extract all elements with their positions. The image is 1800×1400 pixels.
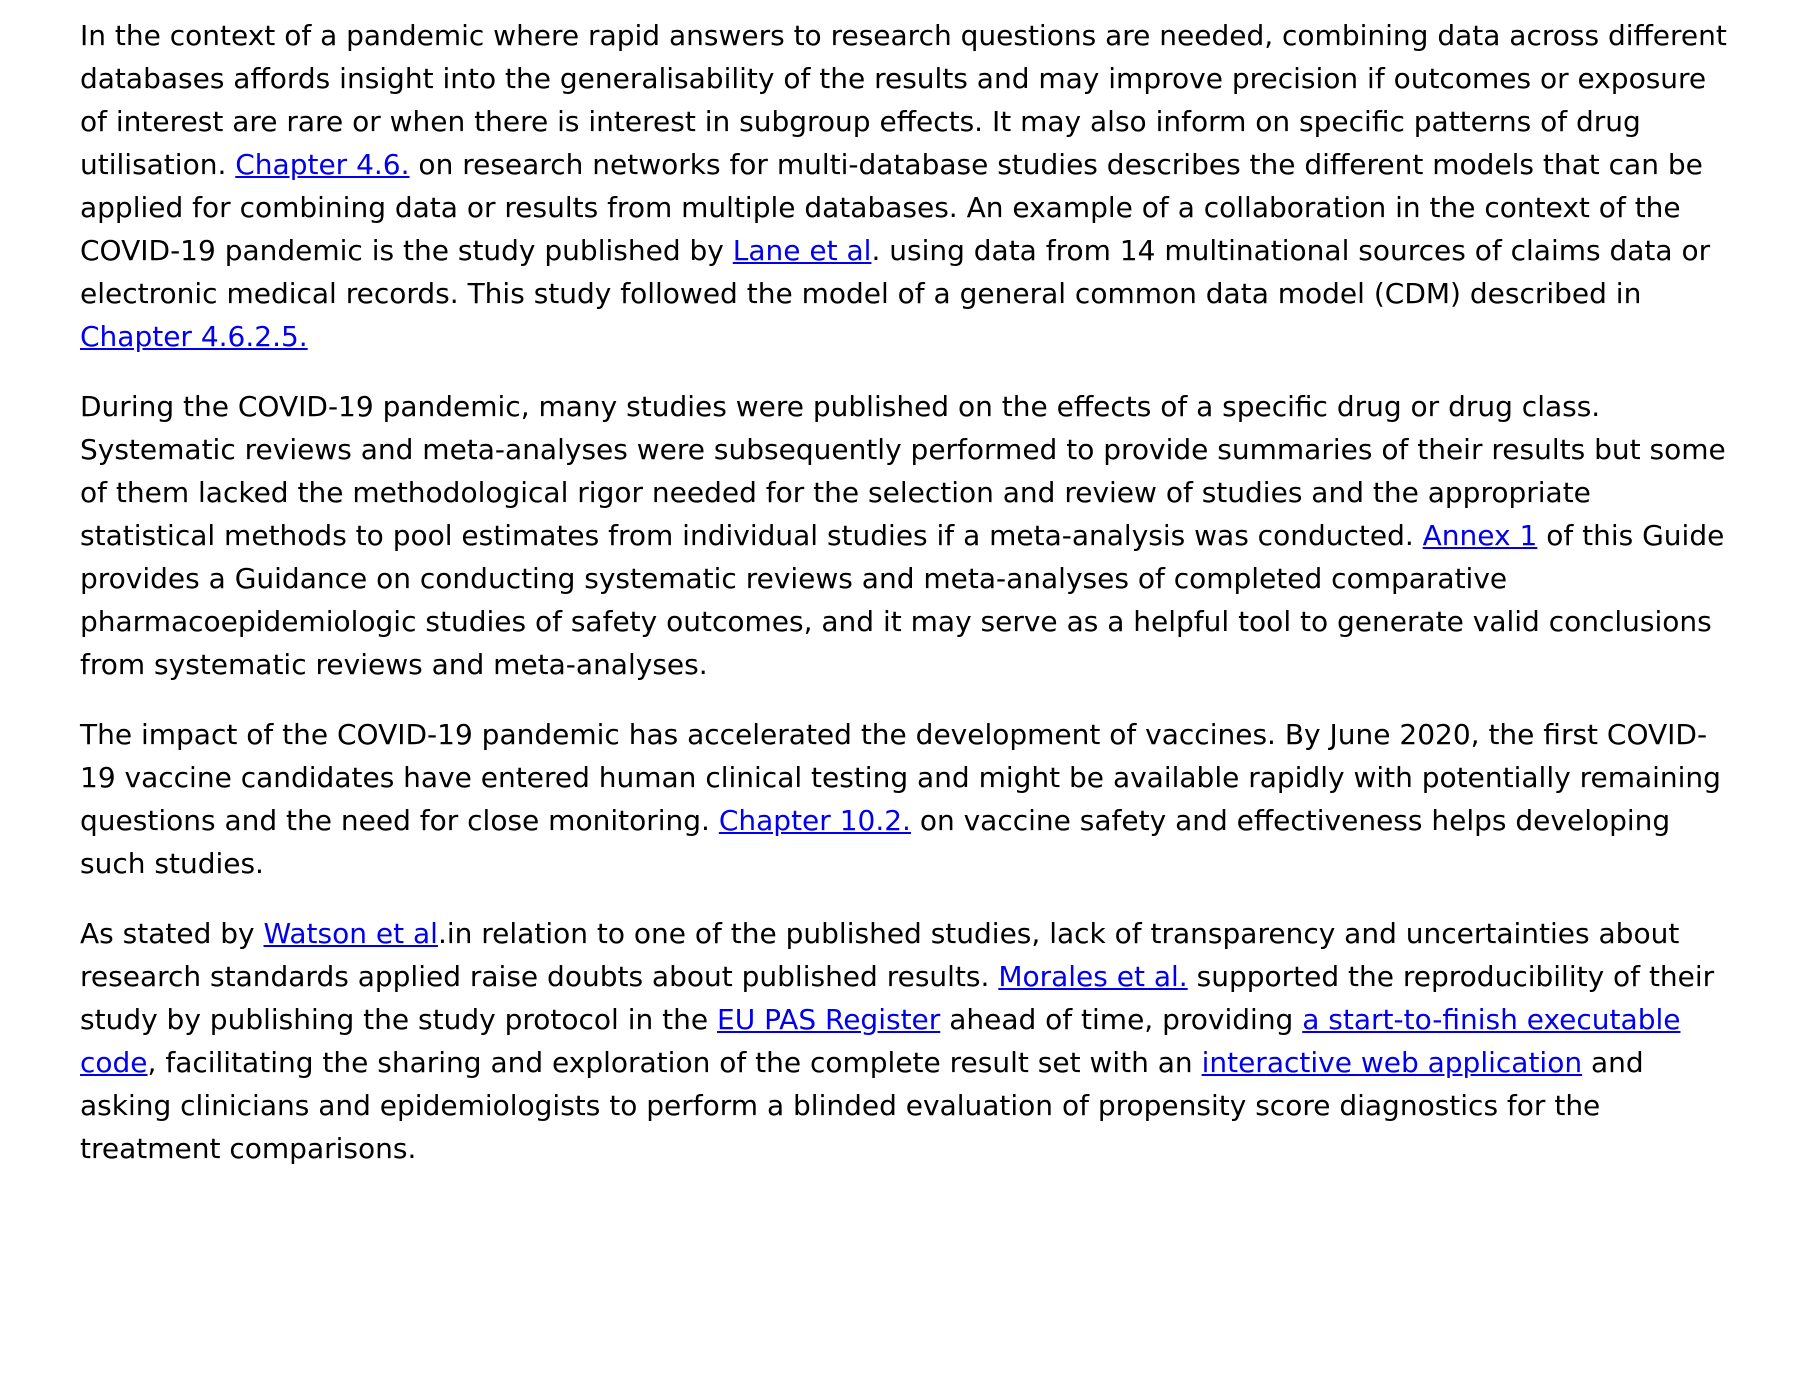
link-morales-et-al[interactable]: Morales et al.	[998, 960, 1188, 993]
text-segment: During the COVID-19 pandemic, many studies were published on the effects of a specific drug or drug class. Systematic reviews and meta-analyses were subsequently performed to provide summaries of their results but some of them lacked the methodological rigor needed for the selection and review of studies and the appropriate statistical methods to pool estimates from individual studies if a meta-analysis was conducted.	[80, 390, 1726, 552]
paragraph-multidatabase-studies	[80, 14, 1730, 358]
text-segment: . using data from 14 multinational sources of claims data or electronic medical records. This study followed the model of a general common data model (CDM) described in	[80, 234, 1711, 310]
link-chapter-4-6-2-5[interactable]: Chapter 4.6.2.5.	[80, 320, 308, 353]
text-segment: ahead of time, providing	[940, 1003, 1303, 1036]
text-segment: on vaccine safety and effectiveness helps developing such studies.	[80, 804, 1671, 880]
link-lane-et-al[interactable]: Lane et al	[732, 234, 872, 267]
link-interactive-web-application[interactable]: interactive web application	[1201, 1046, 1583, 1079]
link-watson-et-al[interactable]: Watson et al	[263, 917, 438, 950]
text-segment: The impact of the COVID-19 pandemic has accelerated the development of vaccines. By June 2020, the first COVID-19 vaccine candidates have entered human clinical testing and might be available rapidly with potentially remaining questions and the need for close monitoring.	[80, 718, 1721, 837]
paragraph-transparency	[80, 912, 1730, 1170]
text-segment: on research networks for multi-database studies describes the different models that can be applied for combining data or results from multiple databases. An example of a collaboration in the context of the COVID-19 pandemic is the study published by	[80, 148, 1703, 267]
link-chapter-10-2[interactable]: Chapter 10.2.	[718, 804, 911, 837]
text-segment: and asking clinicians and epidemiologists to perform a blinded evaluation of propensity score diagnostics for the treatment comparisons.	[80, 1046, 1644, 1165]
text-segment: .in relation to one of the published studies, lack of transparency and uncertainties about research standards applied raise doubts about published results.	[80, 917, 1680, 993]
text-segment: In the context of a pandemic where rapid answers to research questions are needed, combining data across different databases affords insight into the generalisability of the results and may improve precision if outcomes or exposure of interest are rare or when there is interest in subgroup effects. It may also inform on specific patterns of drug utilisation.	[80, 19, 1727, 181]
paragraph-vaccines	[80, 713, 1730, 885]
paragraph-systematic-reviews	[80, 385, 1730, 686]
text-segment: supported the reproducibility of their study by publishing the study protocol in the	[80, 960, 1715, 1036]
link-annex-1[interactable]: Annex 1	[1422, 519, 1538, 552]
text-segment: As stated by	[80, 917, 264, 950]
link-eu-pas-register[interactable]: EU PAS Register	[717, 1003, 941, 1036]
text-segment: , facilitating the sharing and exploration of the complete result set with an	[147, 1046, 1202, 1079]
text-segment: of this Guide provides a Guidance on conducting systematic reviews and meta-analyses of completed comparative pharmacoepidemiologic studies of safety outcomes, and it may serve as a helpful tool to generate valid conclusions from systematic reviews and meta-analyses.	[80, 519, 1725, 681]
link-chapter-4-6[interactable]: Chapter 4.6.	[235, 148, 410, 181]
link-executable-code[interactable]: a start-to-finish executable code	[80, 1003, 1681, 1079]
